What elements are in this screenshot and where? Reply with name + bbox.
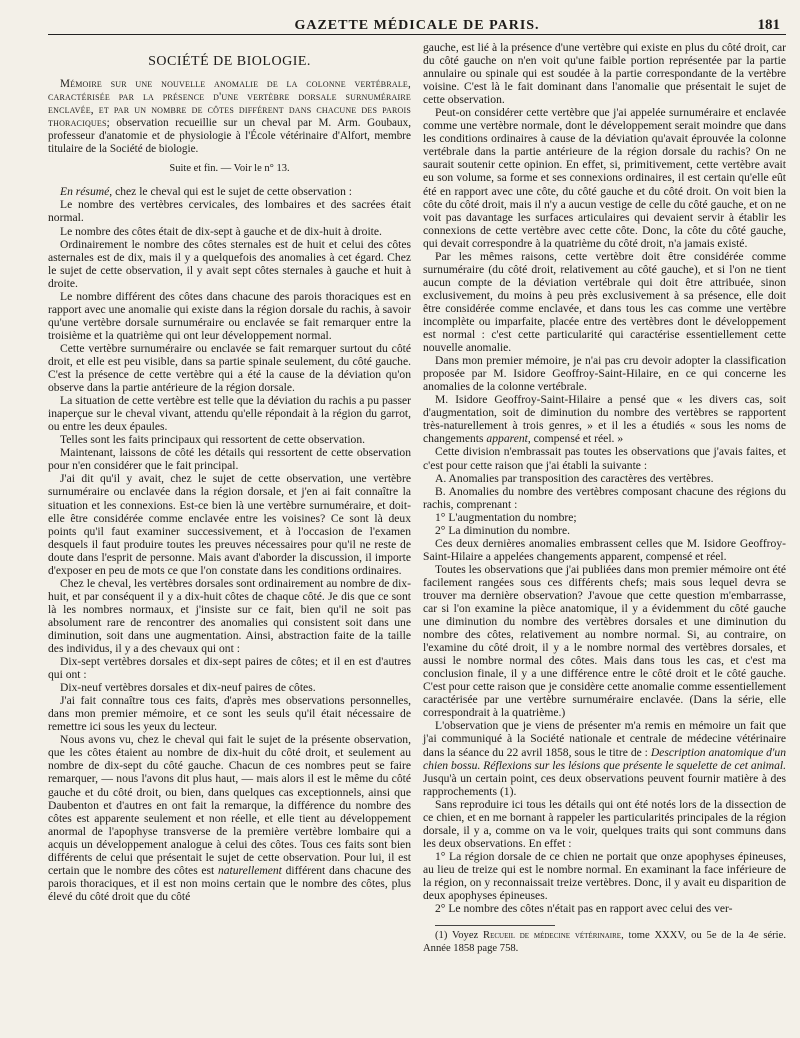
paragraph-text: La situation de cette vertèbre est telle que la déviation du rachis a pu passer inaperçue sur le cheval vivant, attendu qu'elle répondait à la région du garrot, ou entre les deux épaules. bbox=[48, 394, 411, 434]
right-column bbox=[423, 41, 786, 955]
paragraph-text: Le nombre différent des côtes dans chacune des parois thoraciques est en rapport avec une anomalie qui existe dans la région dorsale du rachis, à savoir qu'une vertèbre dorsale surnuméraire ou enclavée se fait remarquer entre la troisième et la quatrième qui ont leur développement normal. bbox=[48, 289, 411, 342]
paragraph bbox=[48, 394, 411, 433]
paragraph bbox=[48, 238, 411, 290]
paragraph bbox=[48, 225, 411, 238]
paragraph-text: B. Anomalies du nombre des vertèbres composant chacune des régions du rachis, comprenant : bbox=[423, 484, 786, 511]
paragraph-text: gauche, est lié à la présence d'une vertèbre qui existe en plus du côté droit, car du côté gauche on n'en voit qu'une faible portion représentée par la partie annulaire ou spinale qui est soudée à la partie correspondante de la vertèbre voisine. C'est là le fait dominant dans l'anomalie que présentait le sujet de cette observation. bbox=[423, 41, 786, 107]
left-paragraphs bbox=[48, 185, 411, 903]
paragraph-text: Le nombre des vertèbres cervicales, des lombaires et des sacrées était normal. bbox=[48, 198, 411, 225]
memoir-heading bbox=[48, 78, 411, 156]
paragraph bbox=[423, 445, 786, 471]
paragraph bbox=[423, 524, 786, 537]
paragraph-text: Chez le cheval, les vertèbres dorsales sont ordinairement au nombre de dix-huit, et par conséquent il y a dix-huit côtes de chaque côté. Je dis que ce sont là les nombres normaux, et j'insiste sur ce fait, bien qu'il ne soit pas absolument rare de rencontrer des anomalies qui consistent soit dans une diminution, soit dans une augmentation. Ainsi, abstraction faite de la taille des individus, il y a des chevaux qui ont : bbox=[48, 576, 411, 656]
paragraph bbox=[48, 472, 411, 576]
paragraph bbox=[48, 681, 411, 694]
paragraph bbox=[423, 537, 786, 563]
paragraph-text: Dix-sept vertèbres dorsales et dix-sept paires de côtes; et il en est d'autres qui ont : bbox=[48, 655, 411, 682]
paragraph-text: Ordinairement le nombre des côtes sternales est de huit et celui des côtes asternales est de dix, mais il y a quelquefois des anomalies à cet égard. Chez le sujet de cette observation, il y avait sept côtes sternales à gauche et huit à droite. bbox=[48, 237, 411, 290]
footnote-prefix: (1) Voyez bbox=[435, 930, 484, 942]
footnote-suffix: , tome XXXV, ou 5e de la 4e série. Année 1858 page 758. bbox=[423, 930, 786, 954]
paragraph bbox=[423, 511, 786, 524]
paragraph bbox=[423, 719, 786, 797]
paragraph-text: Par les mêmes raisons, cette vertèbre doit être considérée comme surnuméraire (du côté droit, relativement au côté gauche), et si l'on ne tient aucun compte de la déviation vertébrale qui doit être attribuée, sinon exclusivement, du moins à peu près exclusivement à sa présence, elle doit être considérée comme enclavée, et dans tous les cas comme une vertèbre incomplète ou imparfaite, placée entre des vertèbres dont le développement est normal : c'est cette particularité qui caractérise essentiellement cette nouvelle anomalie. bbox=[423, 249, 786, 355]
right-paragraphs bbox=[423, 41, 786, 915]
paragraph-text: , compensé et réel. » bbox=[527, 432, 624, 446]
paragraph bbox=[423, 798, 786, 850]
paragraph-text: A. Anomalies par transposition des caractères des vertèbres. bbox=[435, 471, 714, 485]
paragraph bbox=[423, 485, 786, 511]
memoir-heading-title: Mémoire sur une nouvelle anomalie de la colonne vertébrale, caractérisée par la présence d'une vertèbre dorsale surnuméraire enclavée, et par un nombre de côtes différent dans chacune des parois thoraciques bbox=[48, 78, 411, 130]
paragraph-text: J'ai dit qu'il y avait, chez le sujet de cette observation, une vertèbre surnuméraire ou enclavée dans la région dorsale, et j'en ai fait connaître la situation et les connexions. Est-ce bien là une vertèbre surnuméraire, et doit-elle être considérée comme enclavée entre les voisines? Ce sont là deux points qu'il faut examiner successivement, et à l'occasion de l'examen desquels il faut produire toutes les preuves nécessaires pour qu'il ne reste de doute dans l'esprit de personne. Mais avant d'aborder la discussion, il importe d'exposer en peu de mots ce que l'on constate dans les conditions ordinaires. bbox=[48, 472, 411, 577]
paragraph-text: 1° La région dorsale de ce chien ne portait que onze apophyses épineuses, au lieu de treize qui est le nombre normal. En examinant la face inférieure de la région, on y reconnaissait treize vertèbres. Donc, il y avait eu disparition de deux apophyses épineuses. bbox=[423, 849, 786, 903]
paragraph bbox=[423, 354, 786, 393]
paragraph-text: différent dans chacune des parois thoraciques, et il est non moins certain que le nombre des côtes, plus élevé du côté droit que du côté bbox=[48, 863, 411, 903]
paragraph bbox=[423, 563, 786, 720]
journal-title: GAZETTE MÉDICALE DE PARIS. bbox=[294, 18, 540, 33]
paragraph bbox=[48, 694, 411, 733]
continuation-note: Suite et fin. — Voir le n° 13. bbox=[169, 163, 290, 175]
paragraph bbox=[48, 733, 411, 903]
paragraph-text: Sans reproduire ici tous les détails qui ont été notés lors de la dissection de ce chien, et en me bornant à rappeler les particularités principales de la région dorsale, il y a, comme on va le voir, quelques traits qui sont communs dans les deux observations. En effet : bbox=[423, 797, 786, 850]
paragraph-emphasis: naturellement bbox=[217, 863, 282, 877]
paragraph bbox=[48, 198, 411, 224]
paragraph-text: Cette vertèbre surnuméraire ou enclavée se fait remarquer surtout du côté droit, et elle est peu visible, dans sa partie spinale seulement, du côté gauche. C'est la présence de cette vertèbre qui a été la cause de la déviation qu'on observe dans la partie antérieure de la région dorsale. bbox=[48, 341, 411, 395]
running-header bbox=[48, 0, 786, 35]
paragraph-emphasis: Description anatomique d'un chien bossu. Réflexions sur les lésions que présente le squelette de cet animal. bbox=[423, 745, 786, 772]
paragraph-text: 1° L'augmentation du nombre; bbox=[435, 510, 577, 524]
paragraph-text: L'observation que je viens de présenter m'a remis en mémoire un fait que j'ai communiqué à la Société nationale et centrale de médecine vétérinaire dans la séance du 22 avril 1858, sous le titre de : bbox=[423, 719, 786, 759]
paragraph bbox=[423, 850, 786, 902]
paragraph-text: M. Isidore Geoffroy-Saint-Hilaire a pensé que « les divers cas, soit d'augmentation, soit de diminution du nombre des vertèbres se rapportent très-naturellement à trois genres, » et il les a étudiés « sous les noms de changements bbox=[423, 393, 786, 446]
footnote-journal: Recueil de médecine vétérinaire bbox=[483, 930, 622, 942]
paragraph bbox=[423, 393, 786, 445]
paragraph bbox=[48, 433, 411, 446]
paragraph-text: J'ai fait connaître tous ces faits, d'après mes observations personnelles, dans mon premier mémoire, et ce sont les seuls qu'il était nécessaire de remettre ici sous les yeux du lecteur. bbox=[48, 694, 411, 734]
paragraph bbox=[48, 185, 411, 198]
section-title: SOCIÉTÉ DE BIOLOGIE. bbox=[148, 54, 311, 69]
paragraph-text: 2° Le nombre des côtes n'était pas en rapport avec celui des ver- bbox=[435, 902, 733, 916]
paragraph-text: Cette division n'embrassait pas toutes les observations que j'avais faites, et c'est pour cette raison que j'ai établi la suivante : bbox=[423, 445, 786, 472]
page-number: 181 bbox=[757, 17, 780, 33]
paragraph-text: Dix-neuf vertèbres dorsales et dix-neuf paires de côtes. bbox=[60, 681, 316, 695]
paragraph bbox=[48, 577, 411, 655]
footnote-rule bbox=[435, 925, 555, 926]
paragraph-emphasis: apparent bbox=[486, 432, 528, 446]
paragraph bbox=[48, 290, 411, 342]
paragraph bbox=[423, 106, 786, 250]
paragraph bbox=[423, 41, 786, 106]
paragraph-text: Le nombre des côtes était de dix-sept à gauche et de dix-huit à droite. bbox=[60, 224, 382, 238]
paragraph bbox=[423, 472, 786, 485]
paragraph-emphasis: En résumé bbox=[60, 185, 110, 199]
paragraph-text: Jusqu'à un certain point, ces deux observations peuvent fournir matière à des rapprochements (1). bbox=[423, 771, 786, 798]
paragraph bbox=[48, 342, 411, 394]
memoir-heading-details: ; observation recueillie sur un cheval par M. Arm. Goubaux, professeur d'anatomie et de physiologie à l'École vétérinaire d'Alfort, membre titulaire de la Société de biologie. bbox=[48, 117, 411, 156]
paragraph-text: Toutes les observations que j'ai publiées dans mon premier mémoire ont été facilement rangées sous ces différents chefs; mais sous lequel devra se trouver ma dernière observation? J'avoue que cette question m'embarrasse, car si l'on examine la pièce anatomique, il y a évidemment du côté gauche une diminution du nombre des vertèbres dorsales et une diminution du nombre des côtes, relativement au nombre normal. Si, au contraire, on l'examine du côté droit, il y a le nombre normal des vertèbres dorsales, et aussi le nombre normal des côtes. Mais dans tous les cas, et c'est ma conclusion finale, il y a une différence entre le côté droit et le côté gauche. C'est pour cette raison que je considère cette anomalie comme essentiellement caractérisée par une vertèbre surnuméraire enclavée. (Dans la série, elle correspondrait à la quatrième.) bbox=[423, 562, 786, 720]
two-column-body bbox=[48, 41, 786, 955]
footnote bbox=[423, 930, 786, 955]
paragraph bbox=[423, 902, 786, 915]
paragraph-text: Ces deux dernières anomalies embrassent celles que M. Isidore Geoffroy-Saint-Hilaire a appelées changements apparent, compensé et réel. bbox=[423, 536, 786, 563]
paragraph bbox=[423, 250, 786, 354]
paragraph bbox=[48, 446, 411, 472]
left-column bbox=[48, 41, 411, 955]
paragraph-text: Maintenant, laissons de côté les détails qui ressortent de cette observation pour n'en considérer que le fait principal. bbox=[48, 446, 411, 473]
paragraph-text: 2° La diminution du nombre. bbox=[435, 523, 571, 537]
paragraph-text: Nous avons vu, chez le cheval qui fait le sujet de la présente observation, que les côtes étaient au nombre de dix-huit du côté droit, et seulement au nombre de dix-sept du côté gauche. Chacun de ces nombres peut se faire remarquer, — nous l'avons dit plus haut, — mais alors il est le même du côté gauche et du côté droit, ou bien, dans quelques cas exceptionnels, ainsi que Daubenton et d'autres en ont fait la remarque, la différence du nombre des côtes est apparente seulement et non réelle, et elle tient au développement anormal de l'apophyse transverse de la première vertèbre lombaire qui a acquis un développement analogue à celui des côtes. Tous ces faits sont bien différents de celui que présentait le sujet de cette observation. Pour lui, il est certain que le nombre des côtes est bbox=[48, 733, 411, 877]
paragraph-text: , chez le cheval qui est le sujet de cette observation : bbox=[109, 185, 352, 199]
paragraph-text: Telles sont les faits principaux qui ressortent de cette observation. bbox=[60, 433, 366, 447]
paragraph bbox=[48, 655, 411, 681]
paragraph-text: Dans mon premier mémoire, je n'ai pas cru devoir adopter la classification proposée par M. Isidore Geoffroy-Saint-Hilaire, en ce qui concerne les anomalies de la colonne vertébrale. bbox=[423, 354, 786, 394]
paragraph-text: Peut-on considérer cette vertèbre que j'ai appelée surnuméraire et enclavée comme une vertèbre normale, dont le développement serait moindre que dans les conditions ordinaires à cause de la déviation qu'avait éprouvée la colonne vertébrale dans la partie antérieure de la région dorsale du rachis? On ne saurait soutenir cette opinion. En effet, si, primitivement, cette vertèbre avait eu son volume, sa forme et ses connexions ordinaires, il est certain qu'elle eût été en rapport avec une côte, du côté gauche et du côté droit. On voit bien la côte du côté droit, mais il n'y a aucun vestige de celle du côté gauche, et on ne voit pas davantage les surfaces articulaires qui devaient servir à établir les connexions de cette vertèbre avec cette côte. Donc, la côte du côté gauche, qui devait correspondre à la quatrième du côté droit, n'a jamais existé. bbox=[423, 106, 786, 250]
